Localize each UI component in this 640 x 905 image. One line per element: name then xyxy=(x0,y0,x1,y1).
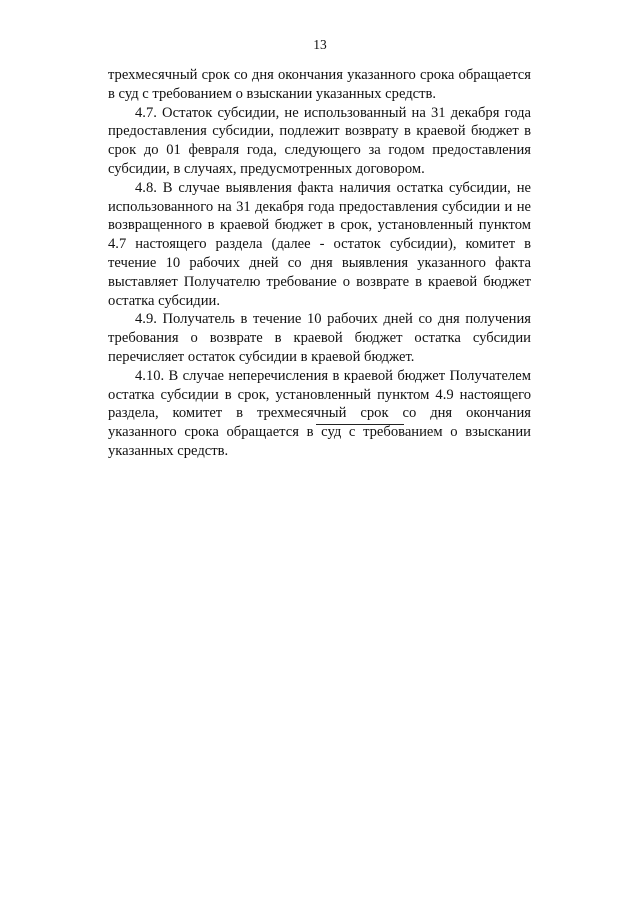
document-body xyxy=(108,66,531,461)
page-number: 13 xyxy=(313,37,327,52)
paragraph-4-7: 4.7. Остаток субсидии, не использованный на 31 декабря года предоставления субсидии, подлежит возврату в краевой бюджет в срок до 01 февраля года, следующего за годом предоставления субсидии, в случаях, предусмотренных договором. xyxy=(108,104,531,177)
paragraph-4-9: 4.9. Получатель в течение 10 рабочих дней со дня получения требования о возврате в краевой бюджет остатка субсидии перечисляет остаток субсидии в краевой бюджет. xyxy=(108,311,531,365)
paragraph-4-10: 4.10. В случае неперечисления в краевой бюджет Получателем остатка субсидии в срок, установленный пунктом 4.9 настоящего раздела, комитет в трехмесячный срок со дня окончания указанного срока обращается в суд с требованием о взыскании указанных средств. xyxy=(108,367,531,459)
end-separator-line xyxy=(316,424,404,425)
paragraph-continuation: трехмесячный срок со дня окончания указанного срока обращается в суд с требованием о взыскании указанных средств. xyxy=(108,67,531,102)
paragraph-4-8: 4.8. В случае выявления факта наличия остатка субсидии, не использованного на 31 декабря года предоставления субсидии и не возвращенного в краевой бюджет в срок, установленный пунктом 4.7 настоящего раздела (далее - остаток субсидии), комитет в течение 10 рабочих дней со дня выявления указанного факта выставляет Получателю требование о возврате в краевой бюджет остатка субсидии. xyxy=(108,179,531,309)
